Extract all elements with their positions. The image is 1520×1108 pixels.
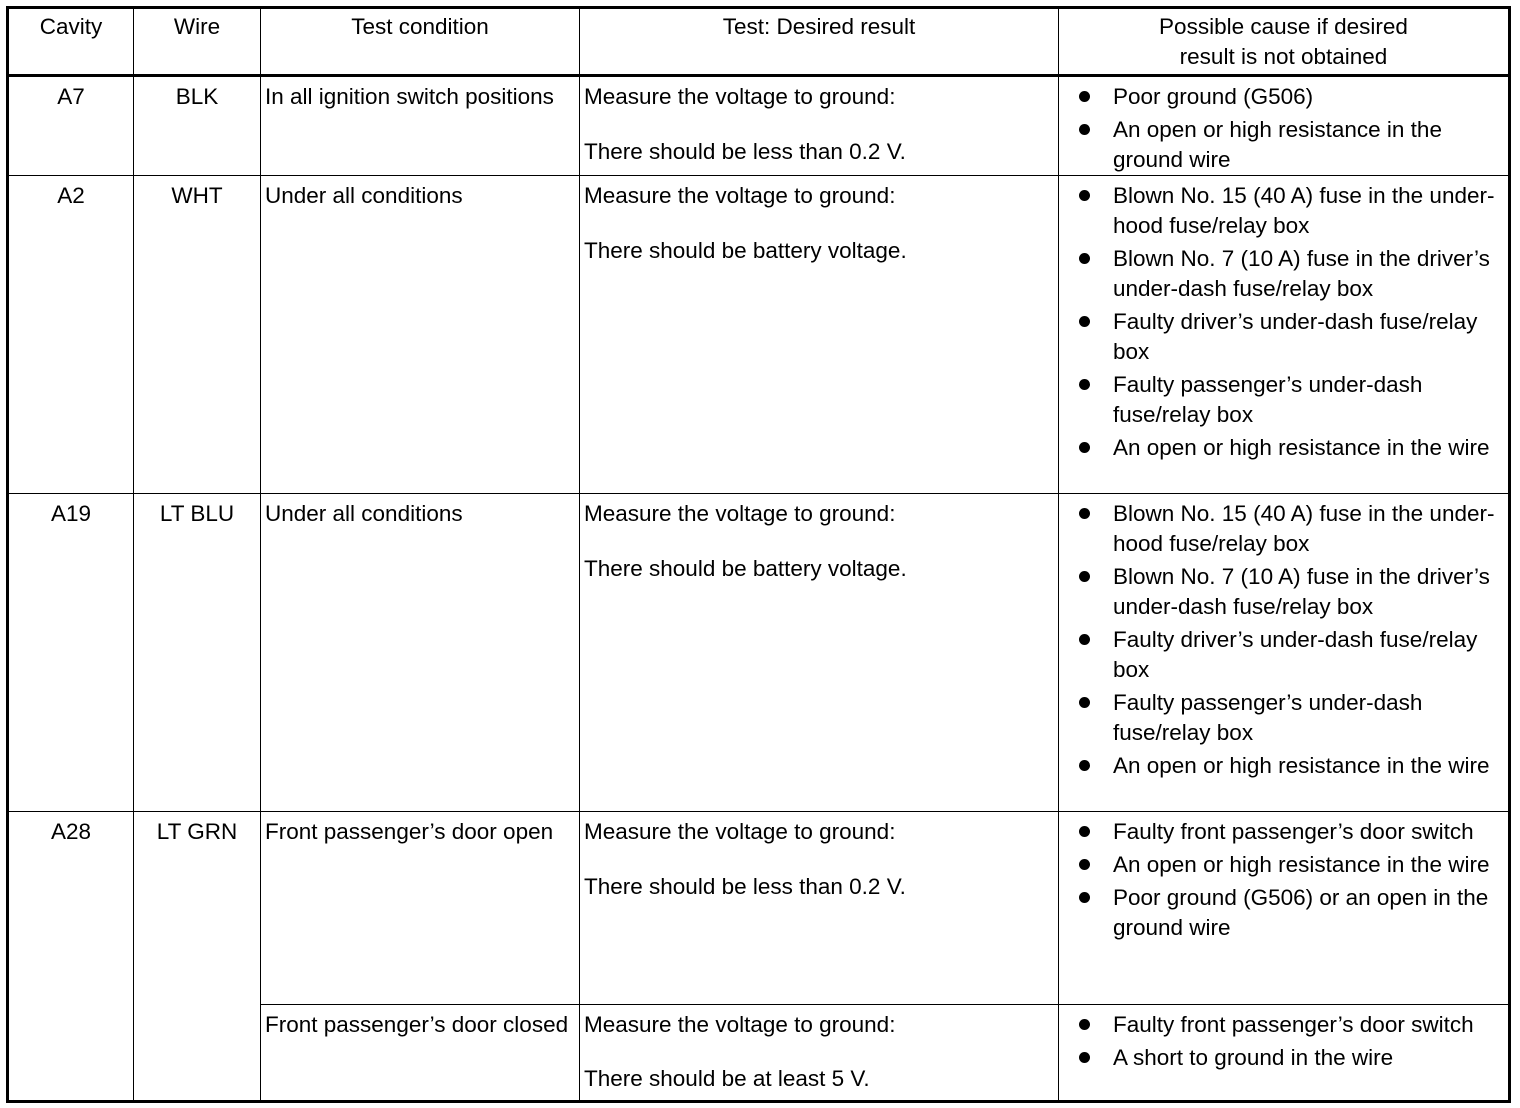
test-instruction: Measure the voltage to ground: — [584, 1012, 896, 1037]
test-condition-cell: Under all conditions — [261, 494, 580, 812]
table-row — [8, 494, 1510, 812]
inspection-table — [6, 6, 1511, 1103]
cause-text: An open or high resistance in the wire — [1113, 753, 1490, 778]
wire-cell: BLK — [134, 76, 261, 176]
cause-list — [1079, 82, 1504, 175]
desired-result-cell — [580, 1005, 1059, 1102]
header-cavity: Cavity — [8, 8, 134, 76]
cause-item — [1079, 562, 1504, 622]
bullet-icon — [1079, 442, 1090, 453]
cause-text: Faulty front passenger’s door switch — [1113, 819, 1474, 844]
possible-cause-cell — [1059, 494, 1510, 812]
bullet-icon — [1079, 760, 1090, 771]
possible-cause-cell — [1059, 1005, 1510, 1102]
header-possible-cause — [1059, 8, 1510, 76]
bullet-icon — [1079, 571, 1090, 582]
table-row — [8, 176, 1510, 494]
cause-item — [1079, 751, 1504, 781]
cause-list — [1079, 181, 1504, 463]
cause-text: Faulty passenger’s under-dash fuse/relay box — [1113, 690, 1423, 745]
bullet-icon — [1079, 634, 1090, 645]
bullet-icon — [1079, 91, 1090, 102]
cause-text: Faulty passenger’s under-dash fuse/relay box — [1113, 372, 1423, 427]
wire-cell: LT BLU — [134, 494, 261, 812]
bullet-icon — [1079, 697, 1090, 708]
cause-item — [1079, 688, 1504, 748]
cause-text: Faulty driver’s under-dash fuse/relay box — [1113, 309, 1478, 364]
wire-cell: WHT — [134, 176, 261, 494]
test-condition-cell: Under all conditions — [261, 176, 580, 494]
desired-result-cell — [580, 494, 1059, 812]
possible-cause-cell — [1059, 812, 1510, 1005]
header-test-condition: Test condition — [261, 8, 580, 76]
test-instruction: Measure the voltage to ground: — [584, 84, 896, 109]
bullet-icon — [1079, 190, 1090, 201]
cause-item — [1079, 244, 1504, 304]
cause-list — [1079, 1010, 1504, 1073]
cause-item — [1079, 433, 1504, 463]
cause-item — [1079, 115, 1504, 175]
expected-result: There should be at least 5 V. — [584, 1066, 870, 1091]
header-desired-result: Test: Desired result — [580, 8, 1059, 76]
test-instruction: Measure the voltage to ground: — [584, 183, 896, 208]
cause-item — [1079, 1043, 1504, 1073]
expected-result: There should be battery voltage. — [584, 238, 907, 263]
cause-text: Blown No. 15 (40 A) fuse in the under-hood fuse/relay box — [1113, 183, 1495, 238]
test-instruction: Measure the voltage to ground: — [584, 501, 896, 526]
bullet-icon — [1079, 253, 1090, 264]
cause-text: Poor ground (G506) — [1113, 84, 1314, 109]
wire-cell: LT GRN — [134, 812, 261, 1102]
bullet-icon — [1079, 859, 1090, 870]
cause-item — [1079, 883, 1504, 943]
cause-list — [1079, 817, 1504, 943]
test-instruction: Measure the voltage to ground: — [584, 819, 896, 844]
test-condition-cell: In all ignition switch positions — [261, 76, 580, 176]
possible-cause-cell — [1059, 76, 1510, 176]
cause-item — [1079, 181, 1504, 241]
header-cause-line1: Possible cause if desired — [1159, 14, 1408, 39]
cause-item — [1079, 370, 1504, 430]
cause-item — [1079, 817, 1504, 847]
bullet-icon — [1079, 379, 1090, 390]
cause-list — [1079, 499, 1504, 781]
header-row — [8, 8, 1510, 76]
table-row — [8, 76, 1510, 176]
possible-cause-cell — [1059, 176, 1510, 494]
desired-result-cell — [580, 812, 1059, 1005]
cause-text: Faulty driver’s under-dash fuse/relay box — [1113, 627, 1478, 682]
expected-result: There should be less than 0.2 V. — [584, 139, 906, 164]
bullet-icon — [1079, 826, 1090, 837]
bullet-icon — [1079, 316, 1090, 327]
cause-item — [1079, 307, 1504, 367]
table-row — [8, 812, 1510, 1005]
test-condition-cell: Front passenger’s door open — [261, 812, 580, 1005]
bullet-icon — [1079, 508, 1090, 519]
desired-result-cell — [580, 76, 1059, 176]
cause-text: Blown No. 15 (40 A) fuse in the under-hood fuse/relay box — [1113, 501, 1495, 556]
cavity-cell: A7 — [8, 76, 134, 176]
cause-text: A short to ground in the wire — [1113, 1045, 1394, 1070]
cause-item — [1079, 1010, 1504, 1040]
cause-item — [1079, 625, 1504, 685]
bullet-icon — [1079, 124, 1090, 135]
bullet-icon — [1079, 892, 1090, 903]
bullet-icon — [1079, 1019, 1090, 1030]
cause-text: An open or high resistance in the wire — [1113, 435, 1490, 460]
expected-result: There should be less than 0.2 V. — [584, 874, 906, 899]
cause-item — [1079, 850, 1504, 880]
cause-text: Blown No. 7 (10 A) fuse in the driver’s under-dash fuse/relay box — [1113, 564, 1490, 619]
cause-text: Blown No. 7 (10 A) fuse in the driver’s under-dash fuse/relay box — [1113, 246, 1490, 301]
cause-item — [1079, 82, 1504, 112]
bullet-icon — [1079, 1052, 1090, 1063]
cavity-cell: A19 — [8, 494, 134, 812]
header-wire: Wire — [134, 8, 261, 76]
cause-text: Poor ground (G506) or an open in the ground wire — [1113, 885, 1489, 940]
header-cause-line2: result is not obtained — [1179, 44, 1388, 69]
cause-text: An open or high resistance in the wire — [1113, 852, 1490, 877]
desired-result-cell — [580, 176, 1059, 494]
expected-result: There should be battery voltage. — [584, 556, 907, 581]
cavity-cell: A28 — [8, 812, 134, 1102]
cause-text: An open or high resistance in the ground wire — [1113, 117, 1442, 172]
cause-text: Faulty front passenger’s door switch — [1113, 1012, 1474, 1037]
cause-item — [1079, 499, 1504, 559]
test-condition-cell: Front passenger’s door closed — [261, 1005, 580, 1102]
cavity-cell: A2 — [8, 176, 134, 494]
